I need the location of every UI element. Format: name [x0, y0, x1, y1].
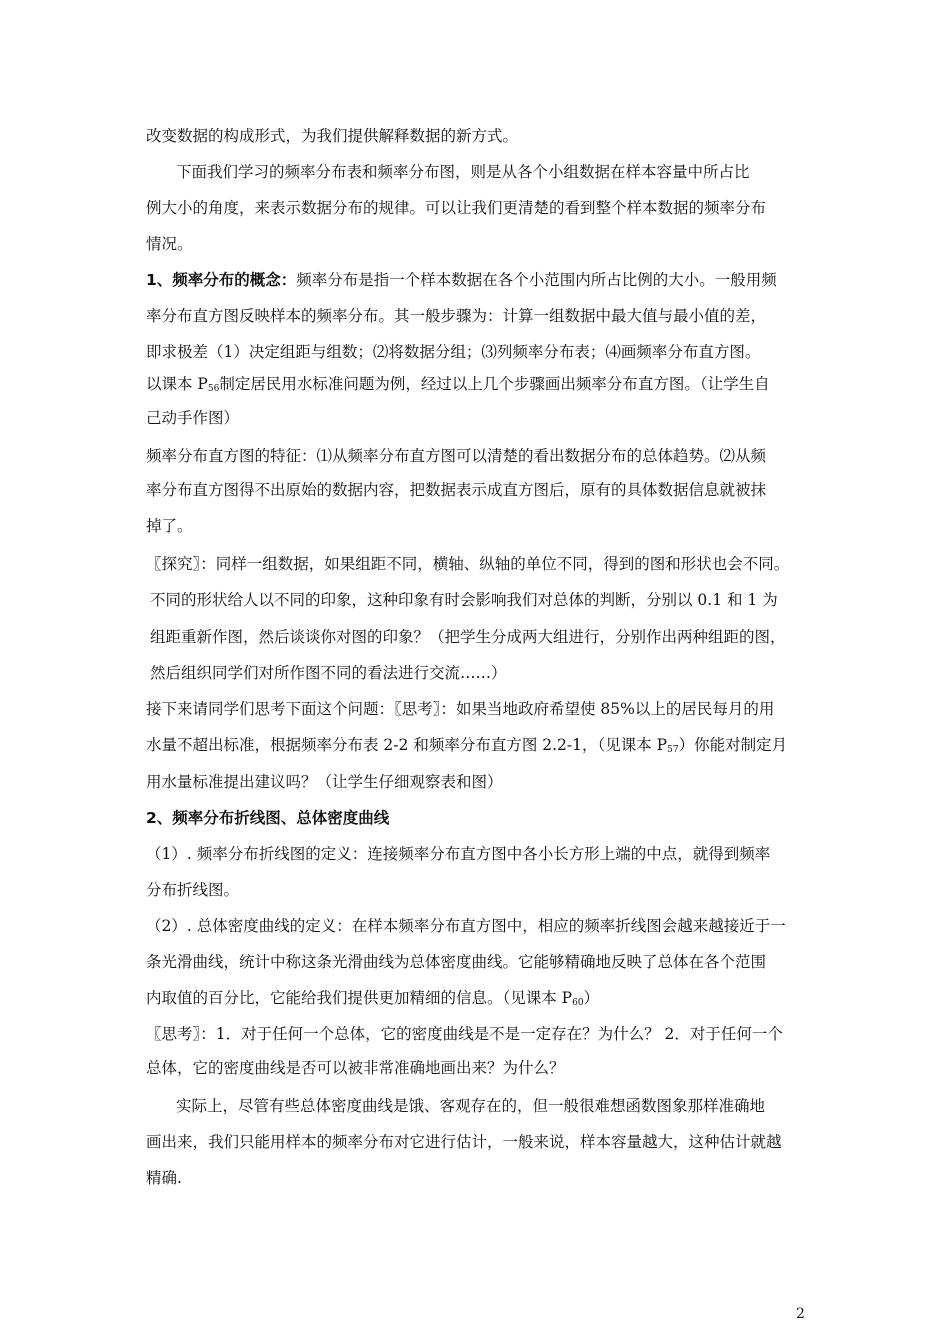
- text-line: 精确.: [146, 1169, 182, 1187]
- text-run: 频率分布是指一个样本数据在各个小范围内所占比例的大小。一般用频: [296, 271, 777, 289]
- text-run: ）: [583, 989, 600, 1007]
- text-line: 画出来，我们只能用样本的频率分布对它进行估计，一般来说，样本容量越大，这种估计就越: [146, 1133, 782, 1151]
- text-line: 频率分布直方图的特征：⑴从频率分布直方图可以清楚的看出数据分布的总体趋势。⑵从频: [146, 447, 767, 465]
- text-line: 即求极差（1）决定组距与组数；⑵将数据分组；⑶列频率分布表；⑷画频率分布直方图。: [146, 343, 761, 361]
- text-line: 例大小的角度，来表示数据分布的规律。可以让我们更清楚的看到整个样本数据的频率分布: [146, 199, 767, 217]
- page-ref-subscript: 57: [667, 745, 679, 755]
- text-line: 组距重新作图，然后谈谈你对图的印象？（把学生分成两大组进行，分别作出两种组距的图，: [150, 628, 786, 646]
- text-line: 接下来请同学们思考下面这个问题：〖思考〗：如果当地政府希望使 85%以上的居民每月的用: [146, 700, 775, 718]
- text-line: 率分布直方图得不出原始的数据内容，把数据表示成直方图后，原有的具体数据信息就被抹: [146, 481, 767, 499]
- text-run: 制定居民用水标准问题为例，经过以上几个步骤画出频率分布直方图。（让学生自: [219, 375, 770, 393]
- text-line: 总体，它的密度曲线是否可以被非常准确地画出来？为什么？: [146, 1059, 565, 1077]
- section-heading-2: 2、频率分布折线图、总体密度曲线: [146, 809, 390, 827]
- text-line: [146, 270, 777, 290]
- text-line: 〖思考〗：1．对于任何一个总体，它的密度曲线是不是一定存在？为什么？ 2．对于任何一个: [146, 1025, 783, 1043]
- text-line: 分布折线图。: [146, 881, 240, 899]
- text-line: 实际上，尽管有些总体密度曲线是饿、客观存在的，但一般很难想函数图象那样准确地: [176, 1097, 766, 1115]
- page-number: 2: [796, 1306, 805, 1322]
- text-line: 掉了。: [146, 517, 193, 535]
- page-ref-subscript: 56: [207, 384, 220, 394]
- text-line: 情况。: [146, 235, 193, 253]
- text-run: 以课本 P: [146, 375, 208, 393]
- text-line: （2）. 总体密度曲线的定义：在样本频率分布直方图中，相应的频率折线图会越来越接近于一: [146, 917, 786, 935]
- text-line: [146, 374, 770, 399]
- text-run: ）你能对制定月: [678, 736, 788, 754]
- text-line: 〖探究〗：同样一组数据，如果组距不同，横轴、纵轴的单位不同，得到的图和形状也会不同。: [146, 555, 790, 573]
- text-line: 率分布直方图反映样本的频率分布。其一般步骤为：计算一组数据中最大值与最小值的差，: [146, 307, 767, 325]
- text-line: 改变数据的构成形式，为我们提供解释数据的新方式。: [146, 127, 519, 145]
- text-line: 下面我们学习的频率分布表和频率分布图，则是从各个小组数据在样本容量中所占比: [176, 163, 750, 181]
- text-line: （1）. 频率分布折线图的定义：连接频率分布直方图中各小长方形上端的中点，就得到频率: [146, 845, 771, 863]
- text-line: 不同的形状给人以不同的印象，这种印象有时会影响我们对总体的判断，分别以 0.1 和 1 为: [150, 591, 778, 609]
- page-ref-subscript: 60: [572, 998, 584, 1008]
- text-run: 水量不超出标准，根据频率分布表 2-2 和频率分布直方图 2.2-1，（见课本 P: [146, 736, 668, 754]
- text-line: 用水量标准提出建议吗？（让学生仔细观察表和图）: [146, 773, 503, 791]
- text-run: 内取值的百分比，它能给我们提供更加精细的信息。（见课本 P: [146, 989, 573, 1007]
- text-line: [146, 988, 599, 1013]
- text-line: [146, 735, 787, 760]
- section-heading-1: 1、频率分布的概念：: [146, 271, 297, 289]
- text-line: 己动手作图）: [146, 409, 240, 427]
- text-line: 条光滑曲线，统计中称这条光滑曲线为总体密度曲线。它能够精确地反映了总体在各个范围: [146, 953, 767, 971]
- text-line: 然后组织同学们对所作图不同的看法进行交流……）: [150, 664, 507, 682]
